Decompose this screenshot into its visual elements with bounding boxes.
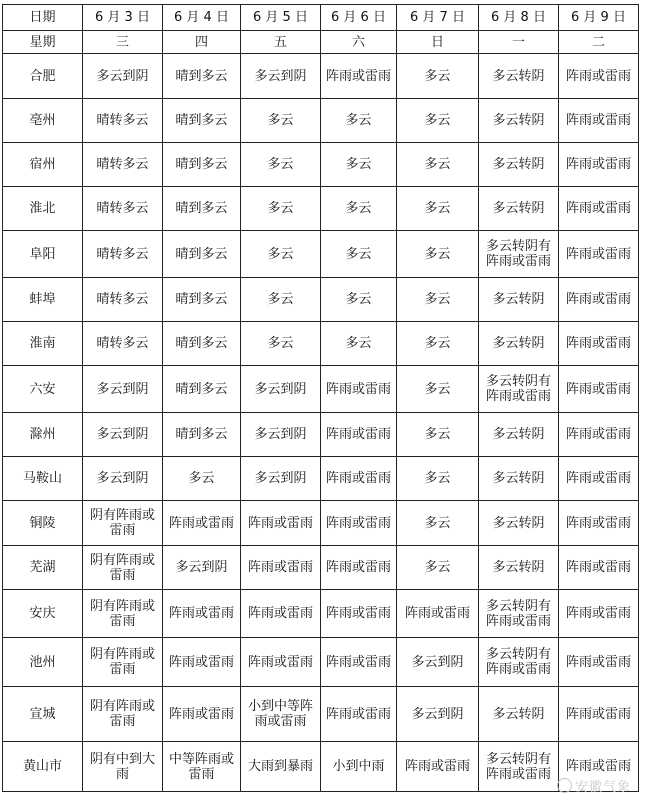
- forecast-cell: 阴有阵雨或雷雨: [83, 501, 163, 546]
- forecast-cell: 多云: [321, 143, 397, 187]
- forecast-cell: 阵雨或雷雨: [559, 187, 639, 231]
- forecast-cell: 多云: [321, 322, 397, 366]
- forecast-cell: 多云: [397, 366, 479, 413]
- forecast-cell: 多云转阴: [479, 687, 559, 742]
- city-name: 亳州: [3, 99, 83, 143]
- forecast-cell: 多云转阴有阵雨或雷雨: [479, 366, 559, 413]
- weekday-cell: 六: [321, 31, 397, 54]
- forecast-cell: 多云: [163, 457, 241, 501]
- forecast-cell: 阵雨或雷雨: [559, 638, 639, 687]
- city-name: 合肥: [3, 54, 83, 99]
- forecast-cell: 多云: [321, 187, 397, 231]
- forecast-cell: 多云: [397, 54, 479, 99]
- forecast-cell: 阵雨或雷雨: [397, 590, 479, 638]
- forecast-cell: 多云到阴: [397, 638, 479, 687]
- forecast-cell: 阵雨或雷雨: [321, 366, 397, 413]
- weekday-cell: 三: [83, 31, 163, 54]
- city-name: 滁州: [3, 413, 83, 457]
- city-name: 淮南: [3, 322, 83, 366]
- forecast-cell: 多云转阴有阵雨或雷雨: [479, 231, 559, 278]
- forecast-cell: 多云: [241, 231, 321, 278]
- forecast-cell: 多云转阴: [479, 457, 559, 501]
- weekday-cell: 四: [163, 31, 241, 54]
- forecast-cell: 多云到阴: [241, 457, 321, 501]
- forecast-cell: 阵雨或雷雨: [559, 54, 639, 99]
- forecast-cell: 阵雨或雷雨: [163, 638, 241, 687]
- forecast-cell: 多云: [397, 187, 479, 231]
- city-name: 池州: [3, 638, 83, 687]
- watermark: [557, 776, 631, 795]
- table-row: [3, 54, 639, 99]
- forecast-cell: 多云: [397, 457, 479, 501]
- forecast-cell: 多云: [397, 99, 479, 143]
- city-name: 黄山市: [3, 742, 83, 792]
- forecast-cell: 多云转阴: [479, 187, 559, 231]
- forecast-cell: 晴到多云: [163, 187, 241, 231]
- city-name: 马鞍山: [3, 457, 83, 501]
- forecast-cell: 阵雨或雷雨: [559, 590, 639, 638]
- forecast-cell: 多云到阴: [241, 366, 321, 413]
- date-cell: 6 月 4 日: [163, 5, 241, 31]
- weekday-cell: 二: [559, 31, 639, 54]
- forecast-cell: 晴到多云: [163, 413, 241, 457]
- city-name: 芜湖: [3, 546, 83, 590]
- table-row: [3, 742, 639, 792]
- forecast-cell: 晴转多云: [83, 278, 163, 322]
- table-row: [3, 366, 639, 413]
- forecast-cell: 大雨到暴雨: [241, 742, 321, 792]
- forecast-cell: 阵雨或雷雨: [163, 501, 241, 546]
- forecast-cell: 多云到阴: [83, 457, 163, 501]
- forecast-cell: 小到中雨: [321, 742, 397, 792]
- forecast-cell: 阵雨或雷雨: [397, 742, 479, 792]
- table-row: [3, 322, 639, 366]
- forecast-cell: 阵雨或雷雨: [559, 99, 639, 143]
- forecast-cell: 多云到阴: [241, 54, 321, 99]
- city-name: 宿州: [3, 143, 83, 187]
- weekday-cell: 一: [479, 31, 559, 54]
- weekday-cell: 日: [397, 31, 479, 54]
- forecast-cell: 中等阵雨或雷雨: [163, 742, 241, 792]
- forecast-cell: 多云: [241, 143, 321, 187]
- forecast-cell: 多云: [241, 99, 321, 143]
- forecast-cell: 阵雨或雷雨: [559, 413, 639, 457]
- forecast-cell: 晴到多云: [163, 143, 241, 187]
- city-name: 宣城: [3, 687, 83, 742]
- forecast-cell: 多云: [397, 546, 479, 590]
- forecast-cell: 阵雨或雷雨: [321, 590, 397, 638]
- city-name: 阜阳: [3, 231, 83, 278]
- table-row: [3, 546, 639, 590]
- forecast-cell: 阵雨或雷雨: [241, 638, 321, 687]
- table-row: [3, 187, 639, 231]
- forecast-cell: 晴到多云: [163, 366, 241, 413]
- forecast-cell: 多云到阴: [83, 413, 163, 457]
- city-name: 铜陵: [3, 501, 83, 546]
- watermark-text: 安徽气象: [574, 780, 631, 795]
- forecast-cell: 阵雨或雷雨: [321, 54, 397, 99]
- forecast-cell: 晴到多云: [163, 322, 241, 366]
- forecast-cell: 阵雨或雷雨: [559, 546, 639, 590]
- forecast-cell: 阵雨或雷雨: [321, 638, 397, 687]
- date-label: 日期: [3, 5, 83, 31]
- date-cell: 6 月 3 日: [83, 5, 163, 31]
- table-row: [3, 231, 639, 278]
- forecast-cell: 多云到阴: [397, 687, 479, 742]
- forecast-cell: 多云转阴: [479, 278, 559, 322]
- forecast-cell: 阴有阵雨或雷雨: [83, 638, 163, 687]
- weibo-logo-icon: [557, 778, 572, 793]
- forecast-cell: 多云: [241, 187, 321, 231]
- forecast-cell: 阵雨或雷雨: [559, 742, 639, 792]
- date-header-row: [3, 5, 639, 31]
- table-row: [3, 501, 639, 546]
- city-name: 安庆: [3, 590, 83, 638]
- forecast-cell: 阵雨或雷雨: [559, 457, 639, 501]
- forecast-cell: 多云: [241, 322, 321, 366]
- forecast-cell: 阵雨或雷雨: [559, 366, 639, 413]
- forecast-cell: 多云转阴有阵雨或雷雨: [479, 590, 559, 638]
- table-row: [3, 278, 639, 322]
- forecast-cell: 阵雨或雷雨: [559, 231, 639, 278]
- forecast-cell: 多云: [397, 413, 479, 457]
- date-cell: 6 月 7 日: [397, 5, 479, 31]
- table-row: [3, 143, 639, 187]
- forecast-cell: 多云转阴: [479, 143, 559, 187]
- forecast-cell: 多云转阴有阵雨或雷雨: [479, 742, 559, 792]
- date-cell: 6 月 9 日: [559, 5, 639, 31]
- forecast-cell: 晴转多云: [83, 143, 163, 187]
- forecast-cell: 晴到多云: [163, 278, 241, 322]
- forecast-cell: 阵雨或雷雨: [321, 687, 397, 742]
- forecast-cell: 晴转多云: [83, 99, 163, 143]
- forecast-cell: 多云转阴: [479, 322, 559, 366]
- forecast-cell: 阵雨或雷雨: [241, 590, 321, 638]
- forecast-cell: 多云: [397, 322, 479, 366]
- forecast-cell: 阵雨或雷雨: [163, 687, 241, 742]
- forecast-cell: 阵雨或雷雨: [321, 501, 397, 546]
- date-cell: 6 月 8 日: [479, 5, 559, 31]
- forecast-cell: 晴转多云: [83, 231, 163, 278]
- forecast-cell: 晴到多云: [163, 54, 241, 99]
- forecast-cell: 阵雨或雷雨: [321, 457, 397, 501]
- forecast-cell: 多云: [241, 278, 321, 322]
- table-row: [3, 413, 639, 457]
- table-row: [3, 457, 639, 501]
- forecast-cell: 多云: [397, 231, 479, 278]
- forecast-cell: 阵雨或雷雨: [559, 501, 639, 546]
- weekday-header-row: [3, 31, 639, 54]
- forecast-cell: 阴有阵雨或雷雨: [83, 590, 163, 638]
- forecast-cell: 阵雨或雷雨: [241, 546, 321, 590]
- forecast-cell: 晴到多云: [163, 99, 241, 143]
- forecast-cell: 阵雨或雷雨: [559, 143, 639, 187]
- city-name: 蚌埠: [3, 278, 83, 322]
- forecast-cell: 阴有阵雨或雷雨: [83, 687, 163, 742]
- forecast-cell: 多云: [397, 501, 479, 546]
- table-row: [3, 99, 639, 143]
- weekday-cell: 五: [241, 31, 321, 54]
- forecast-cell: 多云: [321, 99, 397, 143]
- date-cell: 6 月 5 日: [241, 5, 321, 31]
- forecast-cell: 多云转阴: [479, 413, 559, 457]
- forecast-table-body: [3, 5, 639, 792]
- forecast-cell: 多云到阴: [163, 546, 241, 590]
- forecast-cell: 多云到阴: [83, 366, 163, 413]
- weekday-label: 星期: [3, 31, 83, 54]
- forecast-cell: 晴转多云: [83, 187, 163, 231]
- forecast-cell: 多云转阴: [479, 99, 559, 143]
- forecast-cell: 阵雨或雷雨: [559, 322, 639, 366]
- table-row: [3, 590, 639, 638]
- forecast-cell: 多云: [321, 278, 397, 322]
- forecast-cell: 晴转多云: [83, 322, 163, 366]
- forecast-cell: 多云到阴: [241, 413, 321, 457]
- forecast-cell: 阵雨或雷雨: [559, 687, 639, 742]
- city-name: 淮北: [3, 187, 83, 231]
- date-cell: 6 月 6 日: [321, 5, 397, 31]
- city-name: 六安: [3, 366, 83, 413]
- forecast-cell: 阵雨或雷雨: [321, 546, 397, 590]
- table-row: [3, 687, 639, 742]
- weather-forecast-table: [2, 4, 639, 792]
- forecast-cell: 阵雨或雷雨: [241, 501, 321, 546]
- forecast-cell: 阴有阵雨或雷雨: [83, 546, 163, 590]
- forecast-cell: 阴有中到大雨: [83, 742, 163, 792]
- forecast-cell: 多云转阴有阵雨或雷雨: [479, 638, 559, 687]
- forecast-cell: 多云: [397, 143, 479, 187]
- forecast-cell: 晴到多云: [163, 231, 241, 278]
- forecast-cell: 阵雨或雷雨: [559, 278, 639, 322]
- forecast-cell: 多云转阴: [479, 54, 559, 99]
- forecast-cell: 多云到阴: [83, 54, 163, 99]
- forecast-cell: 阵雨或雷雨: [321, 413, 397, 457]
- forecast-cell: 多云: [321, 231, 397, 278]
- forecast-cell: 小到中等阵雨或雷雨: [241, 687, 321, 742]
- forecast-cell: 多云: [397, 278, 479, 322]
- forecast-cell: 多云转阴: [479, 501, 559, 546]
- forecast-cell: 阵雨或雷雨: [163, 590, 241, 638]
- forecast-cell: 多云转阴: [479, 546, 559, 590]
- table-row: [3, 638, 639, 687]
